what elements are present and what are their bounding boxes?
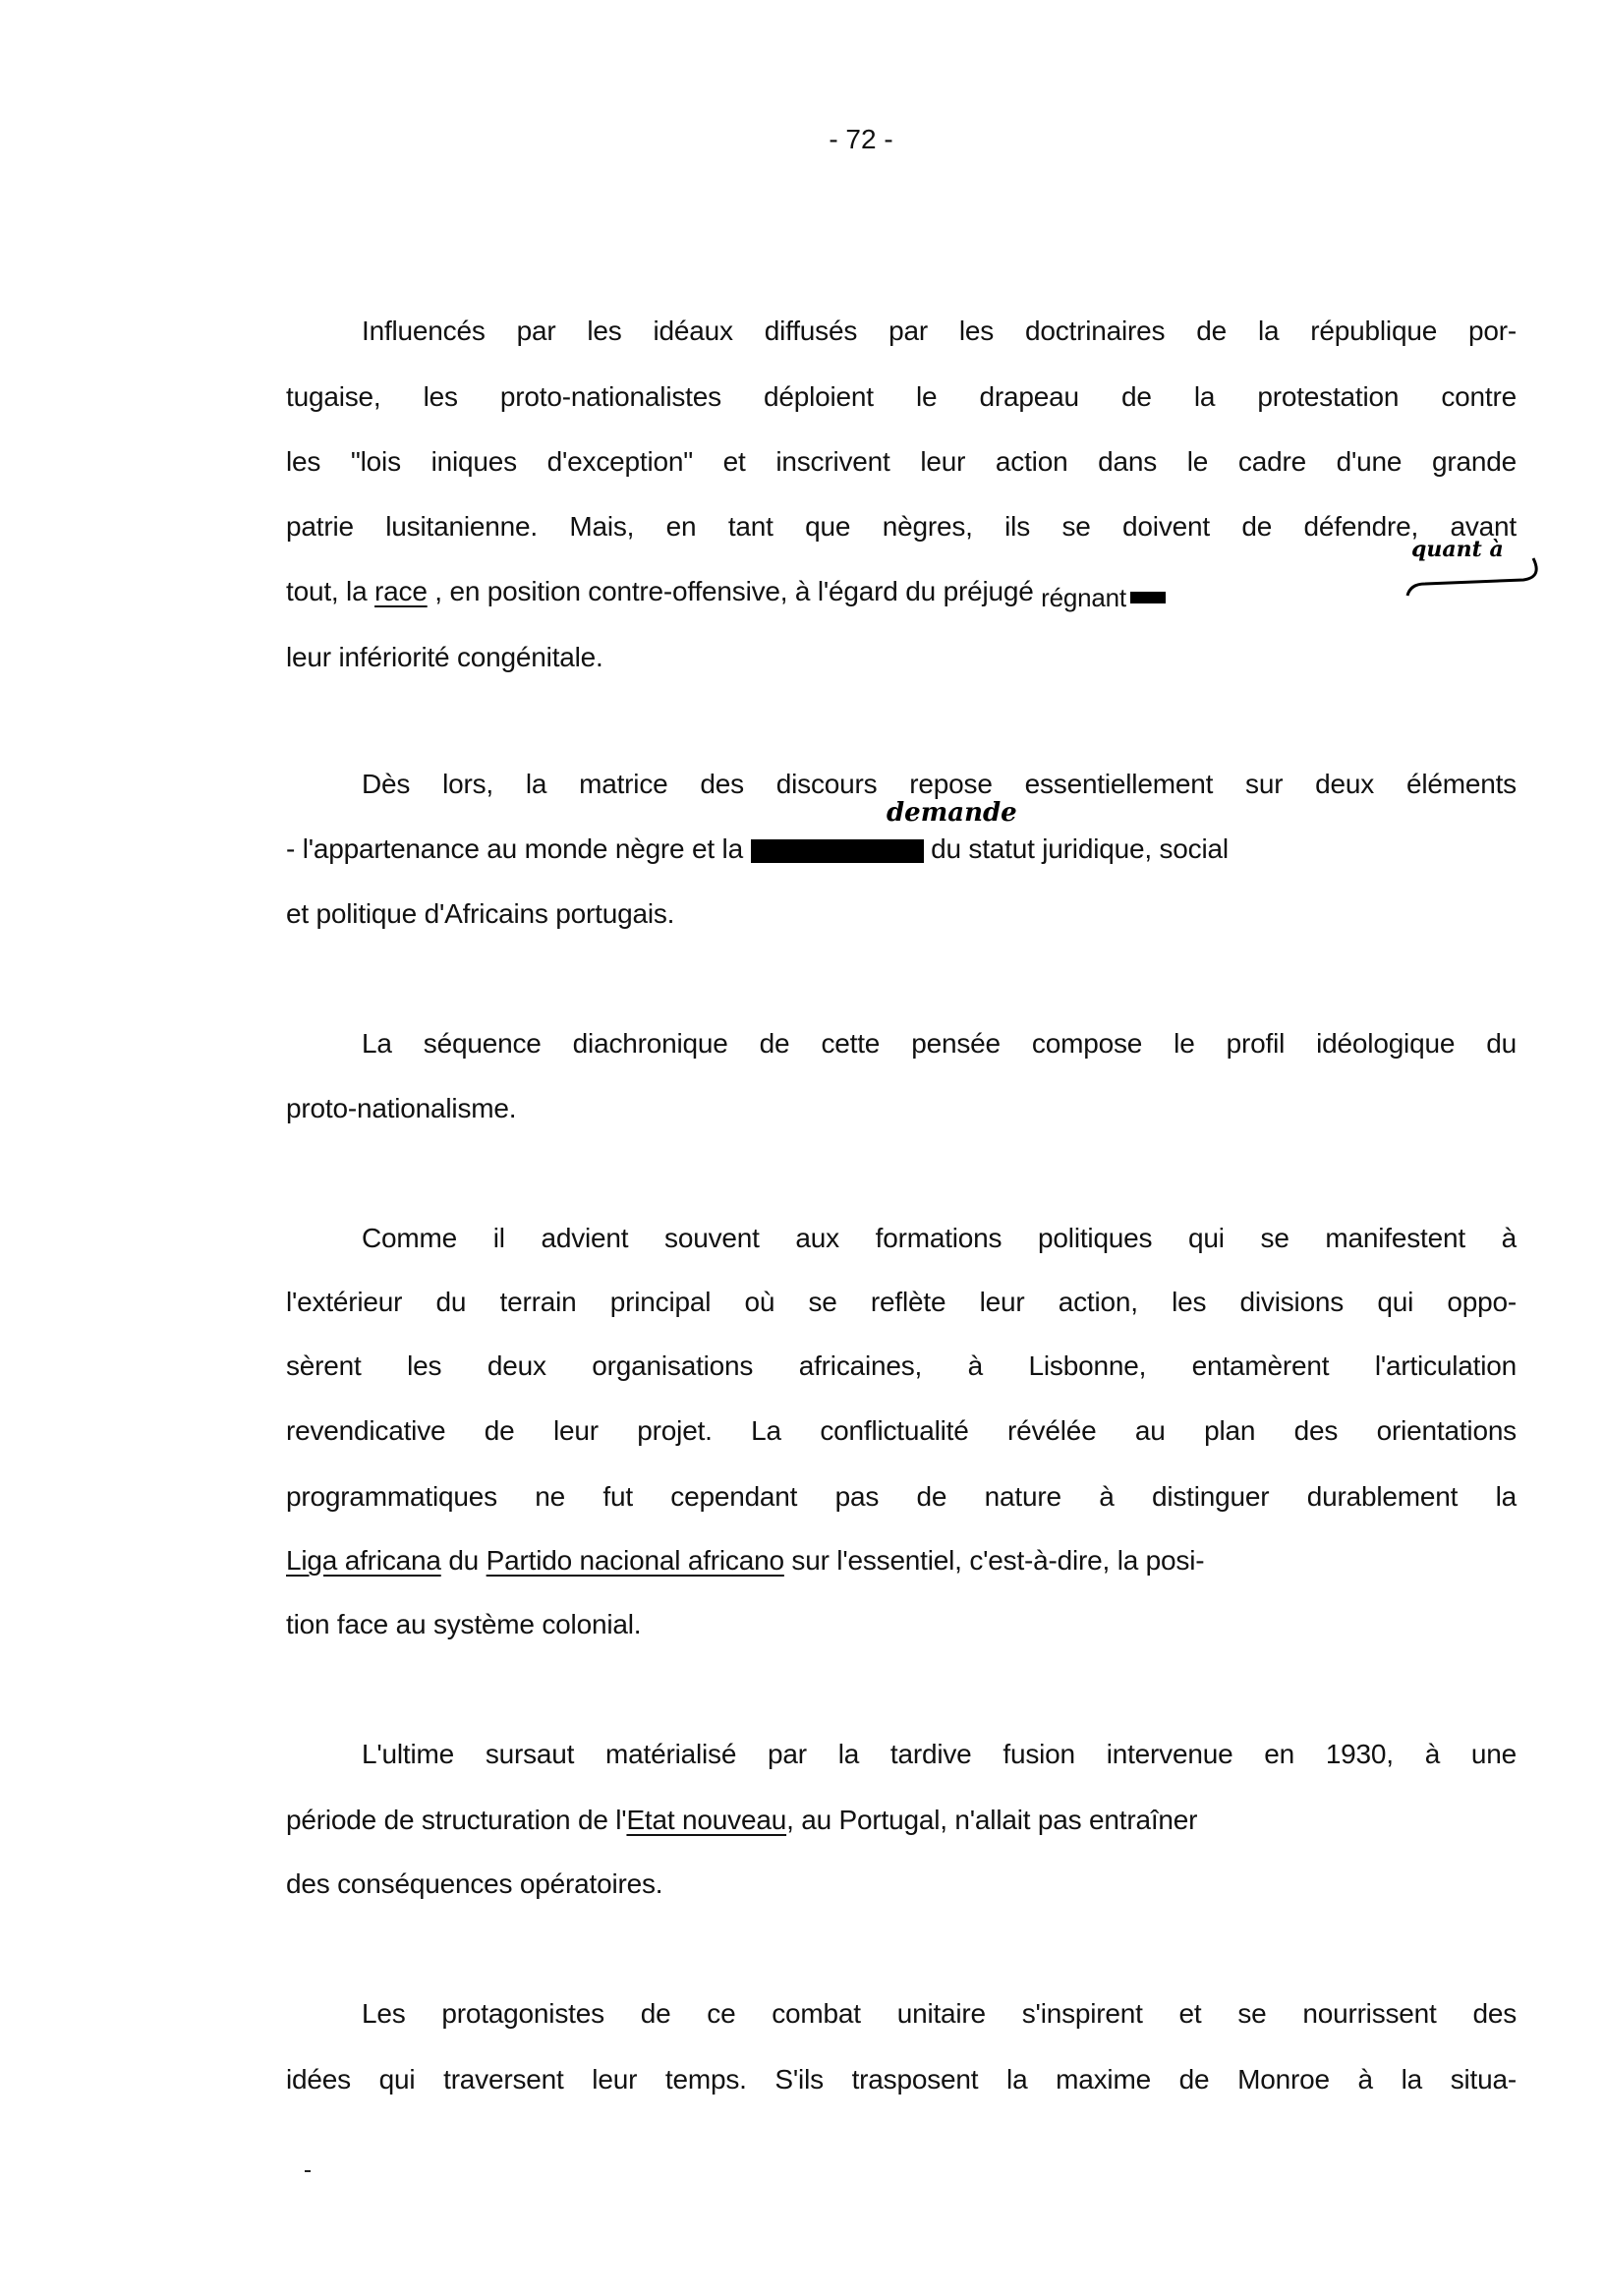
text: - l'appartenance au monde nègre et la <box>286 833 751 864</box>
text-line: tugaise, les proto-nationalistes déploient le drapeau de la protestation contre <box>286 381 1517 412</box>
text: période de structuration de l' <box>286 1805 627 1835</box>
text-line <box>286 1543 1517 1578</box>
text-line: des conséquences opératoires. <box>286 1868 663 1899</box>
text-line: proto-nationalisme. <box>286 1093 517 1123</box>
text-line: revendicative de leur projet. La conflictualité révélée au plan des orientations <box>286 1415 1517 1446</box>
text-line: sèrent les deux organisations africaines, à Lisbonne, entamèrent l'articulation <box>286 1350 1517 1381</box>
handwritten-annotation-demande: demande <box>887 798 1017 828</box>
text-line: Comme il advient souvent aux formations politiques qui se manifestent à <box>362 1223 1517 1253</box>
text-line: patrie lusitanienne. Mais, en tant que nègres, ils se doivent de défendre, avant <box>286 511 1517 542</box>
text: du <box>440 1545 487 1576</box>
underlined-term-race: race <box>374 576 428 606</box>
redaction-mark <box>751 839 924 863</box>
text: du statut juridique, social <box>923 833 1229 864</box>
text-line: tion face au système colonial. <box>286 1609 642 1639</box>
text-line: Les protagonistes de ce combat unitaire s'inspirent et se nourrissent des <box>362 1998 1517 2029</box>
text-line: leur infériorité congénitale. <box>286 642 603 672</box>
text: régnant <box>1041 583 1126 612</box>
text-line: l'extérieur du terrain principal où se reflète leur action, les divisions qui oppo- <box>286 1287 1517 1317</box>
text-line <box>286 574 1517 612</box>
underlined-term-etat-nouveau: Etat nouveau <box>626 1805 787 1835</box>
text: , en position contre-offensive, à l'égard du préjugé <box>427 576 1042 606</box>
text: sur l'essentiel, c'est-à-dire, la posi- <box>783 1545 1205 1576</box>
underlined-term-partido: Partido nacional africano <box>486 1545 784 1576</box>
text-line: les "lois iniques d'exception" et inscrivent leur action dans le cadre d'une grande <box>286 446 1517 477</box>
redaction-mark <box>1130 592 1166 603</box>
text-line: programmatiques ne fut cependant pas de nature à distinguer durablement la <box>286 1481 1517 1512</box>
page-number: - 72 - <box>829 124 893 154</box>
text-line <box>286 1803 1517 1838</box>
text-line: L'ultime sursaut matérialisé par la tardive fusion intervenue en 1930, à une <box>362 1739 1517 1769</box>
text: , au Portugal, n'allait pas entraîner <box>786 1805 1198 1835</box>
handwritten-annotation-quant-a: quant à <box>1411 537 1504 562</box>
text-line: Influencés par les idéaux diffusés par les doctrinaires de la république por- <box>362 316 1517 346</box>
text-line: Dès lors, la matrice des discours repose essentiellement sur deux éléments <box>362 769 1517 799</box>
handwritten-bracket-stroke <box>1386 550 1543 600</box>
stray-mark <box>305 2170 311 2172</box>
text: tout, la <box>286 576 375 606</box>
text-line: idées qui traversent leur temps. S'ils trasposent la maxime de Monroe à la situa- <box>286 2064 1517 2095</box>
underlined-term-liga-africana: Liga africana <box>286 1545 441 1576</box>
text-line: La séquence diachronique de cette pensée compose le profil idéologique du <box>362 1028 1517 1059</box>
text-line <box>286 832 1517 867</box>
text-line: et politique d'Africains portugais. <box>286 898 675 929</box>
